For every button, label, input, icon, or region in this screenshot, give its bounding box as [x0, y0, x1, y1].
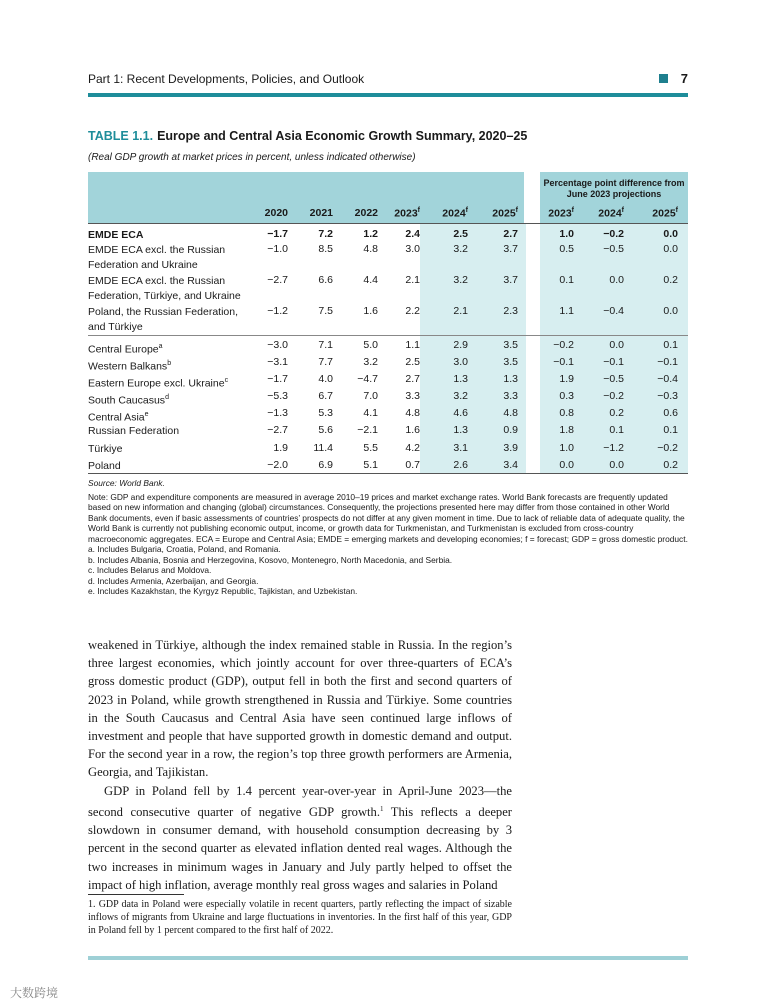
pd-cell: 0.0	[609, 339, 624, 351]
table-cell: 1.6	[405, 424, 420, 436]
page-header	[88, 72, 688, 86]
column-header-2020: 2020	[264, 207, 288, 219]
table-cell: 0.7	[405, 459, 420, 471]
row-label	[88, 442, 248, 457]
table-cell: −1.7	[267, 373, 288, 385]
table-cell: 3.7	[503, 274, 518, 286]
table-cell: 1.3	[503, 373, 518, 385]
table-cell: 1.1	[405, 339, 420, 351]
table-cell: 8.5	[318, 243, 333, 255]
table-cell: 2.4	[405, 228, 420, 240]
row-label-text: Türkiye	[88, 443, 123, 455]
group-divider	[88, 335, 688, 336]
table-cell: 3.2	[363, 356, 378, 368]
pd-cell: 0.0	[663, 228, 678, 240]
table-cell: 2.7	[503, 228, 518, 240]
header-bottom-rule	[88, 223, 688, 224]
note-e: e. Includes Kazakhstan, the Kyrgyz Republic, Tajikistan, and Uzbekistan.	[88, 586, 358, 596]
watermark: 大数跨境	[10, 986, 59, 1000]
row-label	[88, 424, 248, 439]
pd-column-header-2023: 2023$^f$	[548, 207, 574, 220]
pd-cell: 0.3	[559, 390, 574, 402]
table-cell: 3.3	[503, 390, 518, 402]
table-cell: −3.1	[267, 356, 288, 368]
row-label: Central Asia$^e$	[88, 411, 149, 424]
pd-cell: 1.0	[559, 442, 574, 454]
pd-cell: 0.1	[609, 424, 624, 436]
table-cell: 3.2	[453, 243, 468, 255]
body-paragraph-2b: This reflects a deeper slowdown in consumer demand, with household consumption decreasing by 3 percent in the second quarter as elevated inflation dented real wages. Although the two increases in minimum wages in January and July partly helped to offset the impact of high inflation, average monthly real gross wages and salaries in Poland	[88, 805, 512, 892]
row-label-text: Eastern Europe excl. Ukraine	[88, 377, 225, 390]
table-cell: 2.2	[405, 305, 420, 317]
row-label-text: EMDE ECA excl. the Russian Federation, Türkiye, and Ukraine	[88, 275, 241, 302]
pd-cell: 0.5	[559, 243, 574, 255]
table-cell: −4.7	[357, 373, 378, 385]
pd-column-header-2025: 2025$^f$	[652, 207, 678, 220]
row-label-text: Poland, the Russian Federation, and Türkiye	[88, 306, 239, 333]
table-cell: 3.1	[453, 442, 468, 454]
table-number: TABLE 1.1.	[88, 129, 154, 143]
table-cell: 4.2	[405, 442, 420, 454]
table-cell: 1.2	[363, 228, 378, 240]
pd-cell: −0.1	[657, 356, 678, 368]
table-cell: 7.5	[318, 305, 333, 317]
table-cell: 5.5	[363, 442, 378, 454]
pd-cell: −0.2	[603, 390, 624, 402]
pd-cell: 0.2	[663, 459, 678, 471]
table-cell: −2.7	[267, 274, 288, 286]
table-cell: 7.2	[318, 228, 333, 240]
pd-cell: 0.0	[559, 459, 574, 471]
table-cell: 1.9	[273, 442, 288, 454]
pd-cell: 0.0	[663, 243, 678, 255]
row-label: Western Balkans$^b$	[88, 360, 172, 373]
row-label-text: EMDE ECA excl. the Russian Federation and Ukraine	[88, 244, 226, 271]
table-cell: −2.7	[267, 424, 288, 436]
table-cell: 2.3	[503, 305, 518, 317]
footnote-rule	[88, 894, 184, 895]
table-cell: 3.2	[453, 390, 468, 402]
table-cell: 2.1	[405, 274, 420, 286]
table-cell: 4.8	[503, 407, 518, 419]
pd-cell: 0.1	[663, 339, 678, 351]
table-cell: 2.1	[453, 305, 468, 317]
column-header-2022: 2022	[354, 207, 378, 219]
table-cell: 4.6	[453, 407, 468, 419]
note-d: d. Includes Armenia, Azerbaijan, and Georgia.	[88, 575, 259, 586]
source-note: Source: World Bank.	[88, 478, 165, 488]
row-label	[88, 228, 248, 243]
pd-cell: −0.2	[603, 228, 624, 240]
bottom-rule	[88, 956, 688, 960]
table-cell: 3.5	[503, 339, 518, 351]
pd-cell: 0.1	[663, 424, 678, 436]
row-label	[88, 305, 248, 335]
table-cell: 7.7	[318, 356, 333, 368]
pd-column-header-2024: 2024$^f$	[598, 207, 624, 220]
table-cell: 4.8	[405, 407, 420, 419]
pd-cell: 0.0	[609, 274, 624, 286]
note-b: b. Includes Albania, Bosnia and Herzegovina, Kosovo, Montenegro, North Macedonia, and Serbia.	[88, 554, 453, 565]
table-cell: 2.5	[453, 228, 468, 240]
table-cell: −5.3	[267, 390, 288, 402]
pd-cell: 0.0	[663, 305, 678, 317]
column-header-2023: 2023$^f$	[394, 207, 420, 220]
table-cell: 7.1	[318, 339, 333, 351]
table-cell: 3.4	[503, 459, 518, 471]
table-cell: 1.3	[453, 373, 468, 385]
pd-header: Percentage point difference from June 2023 projections	[543, 178, 685, 199]
table-cell: 3.7	[503, 243, 518, 255]
page-number: 7	[680, 71, 688, 86]
table-cell: 1.3	[453, 424, 468, 436]
table-cell: 2.7	[405, 373, 420, 385]
note-c: c. Includes Belarus and Moldova.	[88, 565, 212, 575]
growth-table	[88, 172, 688, 474]
table-cell: 3.3	[405, 390, 420, 402]
pd-cell: −0.1	[553, 356, 574, 368]
table-cell: −1.7	[267, 228, 288, 240]
table-cell: −1.0	[267, 243, 288, 255]
table-cell: 4.0	[318, 373, 333, 385]
row-label-text: Central Asia	[88, 411, 145, 424]
table-cell: −1.3	[267, 407, 288, 419]
pd-cell: −0.2	[553, 339, 574, 351]
footnote-ref[interactable]: 1	[379, 804, 384, 813]
row-label: South Caucasus$^d$	[88, 394, 169, 407]
column-header-2021: 2021	[309, 207, 333, 219]
table-cell: −1.2	[267, 305, 288, 317]
table-cell: 11.4	[313, 442, 333, 454]
pd-cell: 0.2	[609, 407, 624, 419]
table-cell: 2.6	[453, 459, 468, 471]
table-cell: 3.0	[405, 243, 420, 255]
pd-cell: 1.1	[559, 305, 574, 317]
table-cell: 6.7	[318, 390, 333, 402]
pd-cell: 0.8	[559, 407, 574, 419]
pd-cell: 0.6	[663, 407, 678, 419]
row-label	[88, 459, 248, 474]
pd-cell: 0.1	[559, 274, 574, 286]
row-label: Central Europe$^a$	[88, 343, 163, 356]
part-title: Part 1: Recent Developments, Policies, and Outlook	[88, 72, 365, 86]
row-label-text: EMDE ECA	[88, 229, 144, 241]
body-paragraph-2	[88, 782, 512, 894]
table-cell: 3.5	[503, 356, 518, 368]
table-cell: 4.8	[363, 243, 378, 255]
pd-cell: −0.2	[657, 442, 678, 454]
note-a: a. Includes Bulgaria, Croatia, Poland, and Romania.	[88, 544, 281, 554]
header-square-icon	[659, 74, 668, 83]
table-cell: 3.0	[453, 356, 468, 368]
table-cell: 6.9	[318, 459, 333, 471]
table-cell: −2.1	[357, 424, 378, 436]
table-cell: 4.1	[363, 407, 378, 419]
table-notes	[88, 478, 688, 597]
table-cell: 3.2	[453, 274, 468, 286]
table-cell: 3.9	[503, 442, 518, 454]
pd-cell: −0.5	[603, 373, 624, 385]
row-label-text: Poland	[88, 460, 121, 472]
pd-cell: 1.9	[559, 373, 574, 385]
pd-cell: −0.3	[657, 390, 678, 402]
row-label-text: Western Balkans	[88, 360, 168, 373]
table-cell: 4.4	[363, 274, 378, 286]
table-cell: 5.3	[318, 407, 333, 419]
pd-cell: −0.1	[603, 356, 624, 368]
pd-cell: −1.2	[603, 442, 624, 454]
table-cell: 2.9	[453, 339, 468, 351]
pd-cell: 1.0	[559, 228, 574, 240]
table-title	[88, 129, 527, 143]
pd-cell: 0.2	[663, 274, 678, 286]
row-label	[88, 243, 248, 273]
row-label: Eastern Europe excl. Ukraine$^c$	[88, 377, 229, 390]
body-paragraph-1: weakened in Türkiye, although the index remained stable in Russia. In the region’s three largest economies, which jointly account for over three-quarters of ECA’s gross domestic product (GDP), output fell in both the first and second quarters of 2023 in Poland, while growth strengthened in Russia and Türkiye. Some countries in the South Caucasus and Central Asia have seen continued large inflows of investment and people that have supported growth in domestic demand and output. For the second year in a row, the region’s top three growth performers are Armenia, Georgia, and Tajikistan.	[88, 638, 512, 780]
pd-cell: 0.0	[609, 459, 624, 471]
column-header-2025: 2025$^f$	[492, 207, 518, 220]
note-text: Note: GDP and expenditure components are measured in average 2010–19 prices and market exchange rates. World Bank forecasts are frequently updated based on new information and changing (global) circumstances. Consequently, the projections presented here may differ from those contained in other World Bank documents, even if basic assessments of countries’ prospects do not differ at any given moment in time. Due to lack of reliable data of adequate quality, the World Bank is currently not publishing economic output, income, or growth data for Turkmenistan, and Turkmenistan is excluded from cross-country macroeconomic aggregates. ECA = Europe and Central Asia; EMDE = emerging markets and developing economies; f = forecast; GDP = gross domestic product.	[88, 491, 688, 544]
pd-cell: −0.4	[657, 373, 678, 385]
row-label-text: Russian Federation	[88, 425, 180, 437]
pd-cell: −0.5	[603, 243, 624, 255]
row-label-text: South Caucasus	[88, 394, 166, 407]
table-cell: −3.0	[267, 339, 288, 351]
table-cell: 2.5	[405, 356, 420, 368]
table-cell: 1.6	[363, 305, 378, 317]
body-text	[88, 636, 512, 894]
table-subtitle: (Real GDP growth at market prices in percent, unless indicated otherwise)	[88, 152, 416, 163]
table-cell: 6.6	[318, 274, 333, 286]
top-rule	[88, 93, 688, 97]
table-cell: 5.6	[318, 424, 333, 436]
table-cell: 0.9	[503, 424, 518, 436]
pd-cell: 1.8	[559, 424, 574, 436]
body-paragraph-2a: GDP in Poland fell by 1.4 percent year-over-year in April-June 2023—the second consecutive quarter of negative GDP growth.	[88, 783, 512, 820]
pd-cell: −0.4	[603, 305, 624, 317]
row-label	[88, 274, 248, 304]
table-cell: −2.0	[267, 459, 288, 471]
row-label-text: Central Europe	[88, 343, 159, 356]
column-header-2024: 2024$^f$	[442, 207, 468, 220]
footnote: 1. GDP data in Poland were especially volatile in recent quarters, partly reflecting the impact of sizable inflows of migrants from Ukraine and large fluctuations in inventories. In the first half of this year, GDP in Poland fell by 1 percent compared to the first half of 2022.	[88, 899, 512, 936]
table-cell: 5.0	[363, 339, 378, 351]
table-title-text: Europe and Central Asia Economic Growth Summary, 2020–25	[157, 129, 528, 143]
table-cell: 5.1	[363, 459, 378, 471]
table-cell: 7.0	[363, 390, 378, 402]
